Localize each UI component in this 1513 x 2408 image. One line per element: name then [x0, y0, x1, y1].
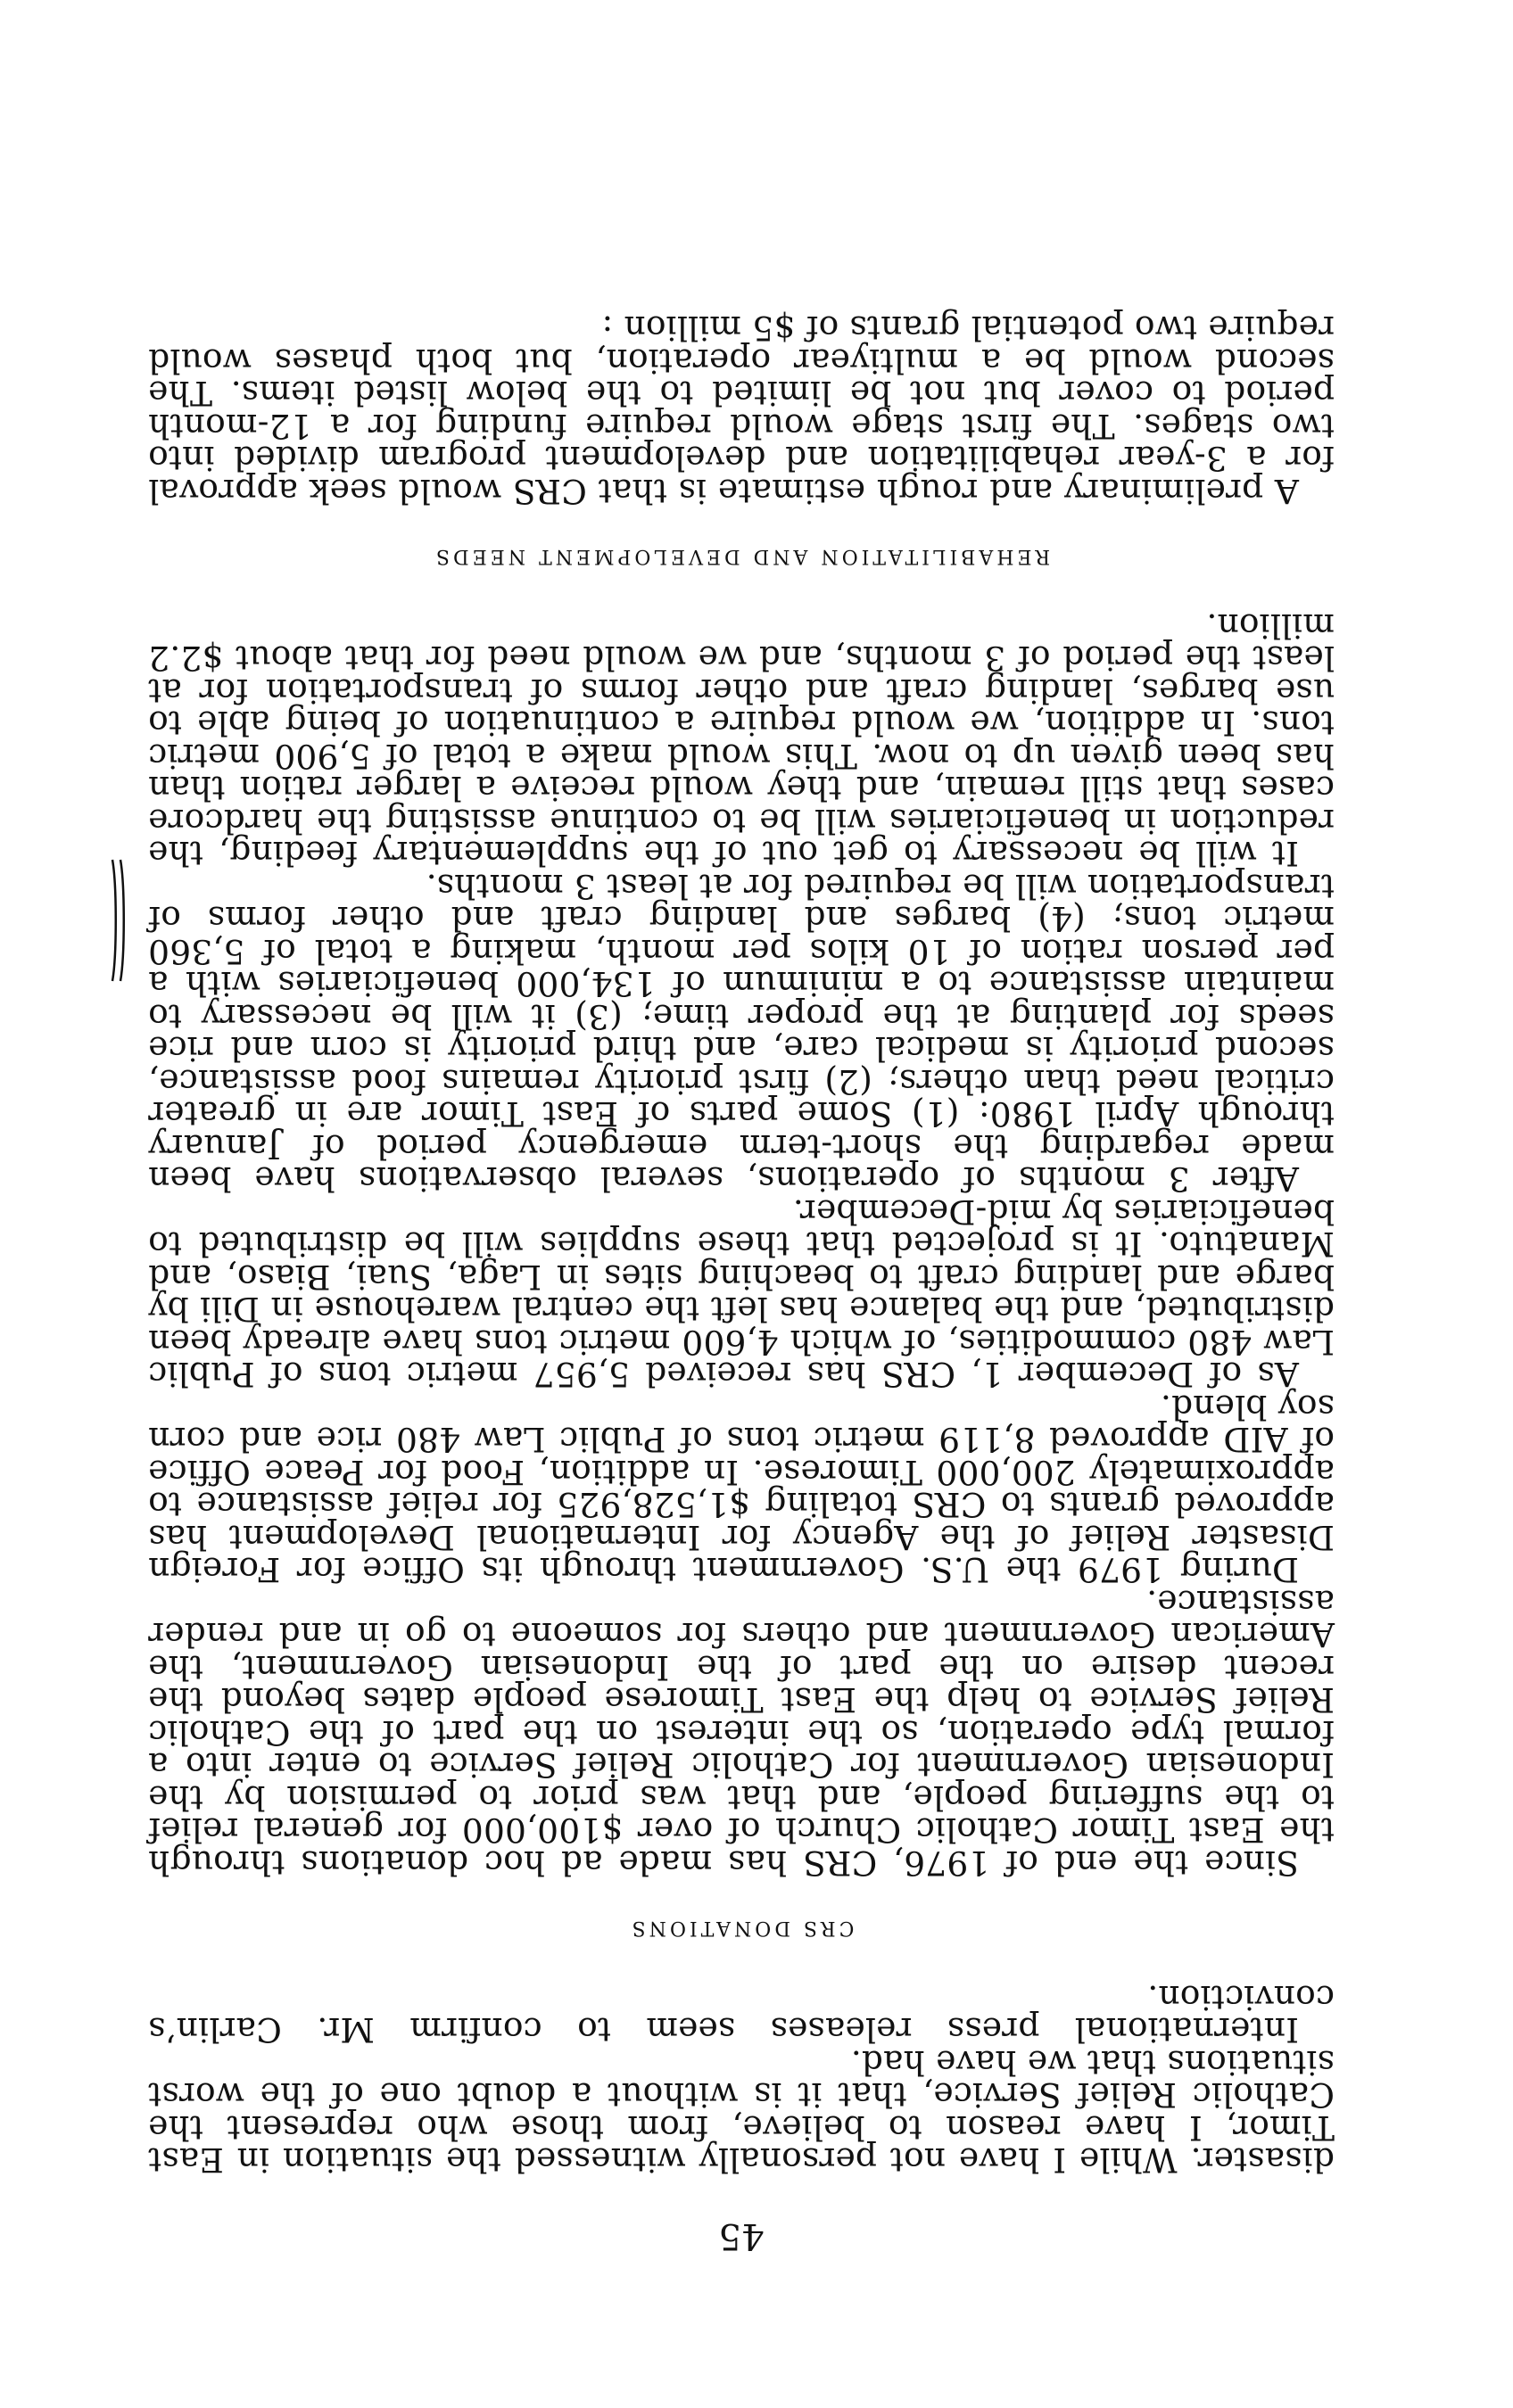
body-paragraph: It will be necessary to get out of the supplementary feeding, the reduction in beneficiaries will be to continue assisting the hardcore cases that still remain, and they would receive a larger ration than has been given up to now. This would make a total of 5,900 metric tons. In addition, we would require a continuation of being able to use barges, landing craft and other forms of transportation for at least the period of 3 months, and we would need for that about $2.2 million. [148, 606, 1335, 874]
intro-paragraph: International press releases seem to confirm Mr. Carlin’s conviction. [148, 1978, 1335, 2050]
body-paragraph: A preliminary and rough estimate is that CRS would seek approval for a 3-year rehabilitation and development program divided into two stages. The first stage would require funding for a 12-month period to cover but not be limited to the below listed items. The second would be a multiyear operation, but both phases would require two potential grants of $5 million : [148, 309, 1335, 511]
section-heading-crs-donations: CRS DONATIONS [628, 1917, 855, 1940]
page-number: 45 [718, 2215, 765, 2256]
margin-bracket-mark [106, 858, 126, 983]
section-heading-rehabilitation: REHABILITATION AND DEVELOPMENT NEEDS [432, 545, 1051, 568]
body-paragraph: After 3 months of operations, several observations have been made regarding the short-term emergency period of January through April 1980: (1) Some parts of East Timor are in greater critical need than others; (2) first priority remains food assistance, second priority is medical care, and third priority is corn and rice seeds for planting at the proper time; (3) it will be necessary to maintain assistance to a minimum of 134,000 beneficiaries with a per person ration of 10 kilos per month, making a total of 5,360 metric tons; (4) barges and landing craft and other forms of transportation will be required for at least 3 months. [148, 867, 1335, 1200]
body-paragraph: During 1979 the U.S. Government through its Office for Foreign Disaster Relief of the Agency for International Development has approved grants to CRS totaling $1,528,925 for relief assistance to approximately 200,000 Timorese. In addition, Food for Peace Office of AID approved 8,119 metric tons of Public Law 480 rice and corn soy blend. [148, 1388, 1335, 1590]
body-paragraph: Since the end of 1976, CRS has made ad hoc donations through the East Timor Catholic Church of over $100,000 for general relief to the suffering people, and that was prior to permision by the Indonesian Government for Catholic Relief Service to enter into a formal type operation, so the interest on the part of the Catholic Relief Service to help the East Timorese people dates beyond the recent desire on the part of the Indonesian Government, the American Government and others for someone to go in and render assistance. [148, 1583, 1335, 1883]
page-body [148, 309, 1335, 2256]
body-paragraph: As of December 1, CRS has received 5,957 metric tons of Public Law 480 commodities, of which 4,600 metric tons have already been distributed, and the balance has left the central warehouse in Dili by barge and landing craft to beaching sites in Laga, Suai, Biaso, and Manatuto. It is projected that these supplies will be distributed to beneficiaries by mid-December. [148, 1192, 1335, 1395]
intro-paragraph: disaster. While I have not personally witnessed the situation in East Timor, I have reason to believe, from those who represent the Catholic Relief Service, that it is without a doubt one of the worst situations that we have had. [148, 2043, 1335, 2181]
